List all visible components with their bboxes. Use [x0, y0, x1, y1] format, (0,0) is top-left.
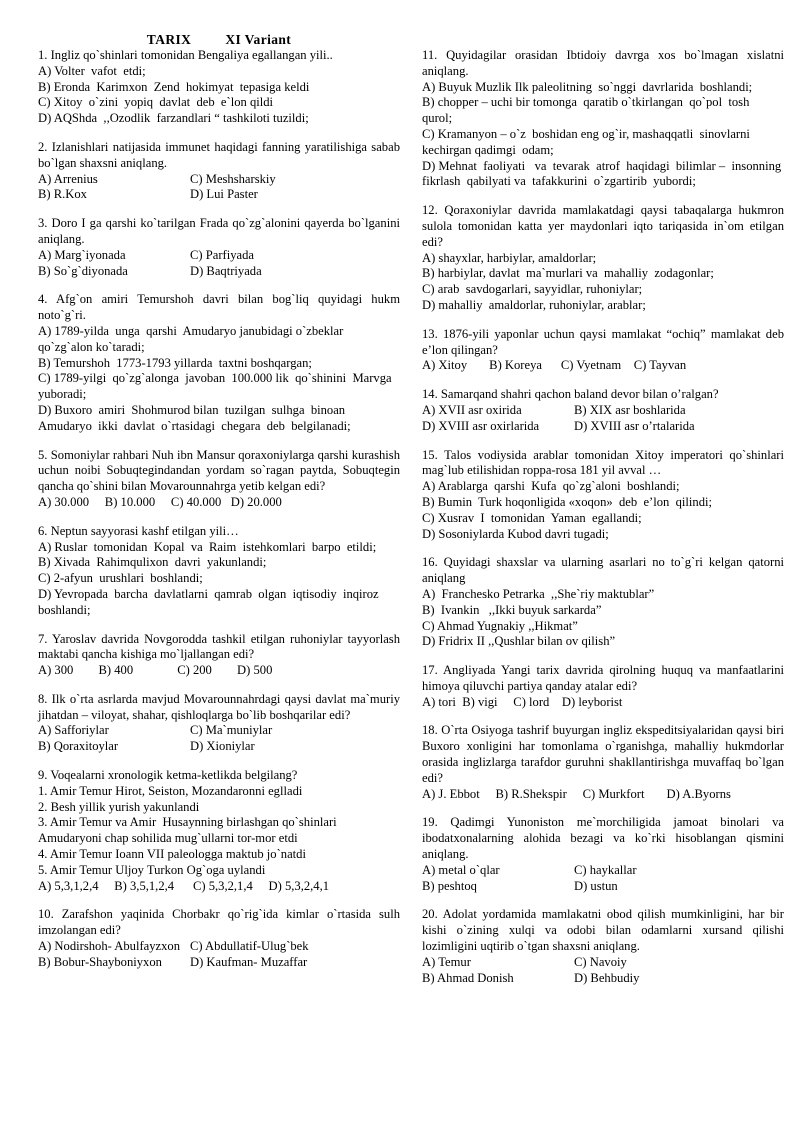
- question-stem: 10. Zarafshon yaqinida Chorbakr qo`rig`ida kimlar o`rtasida sulh imzolangan edi?: [38, 907, 400, 938]
- answer-option[interactable]: C) haykallar: [574, 862, 637, 877]
- answer-option[interactable]: A) XVII asr oxirida: [422, 402, 522, 417]
- answer-option[interactable]: B) Temurshoh 1773-1793 yillarda taxtni boshqargan;: [38, 355, 312, 370]
- answer-option[interactable]: A) Buyuk Muzlik Ilk paleolitning so`nggi davrlarida boshlandi;: [422, 79, 753, 94]
- question-stem: 20. Adolat yordamida mamlakatni obod qilish mumkinligini, har bir kishi o`zining xulqi va odobi bilan odamlarni xursand qilishi lozimligini uqtirib o`tgan shaxsni aniqlang.: [422, 907, 784, 954]
- answer-option[interactable]: C) arab savdogarlari, sayyidlar, ruhoniylar;: [422, 282, 643, 297]
- answer-option[interactable]: B) Ivankin ,,Ikki buyuk sarkarda”: [422, 602, 602, 617]
- question-block: [38, 216, 400, 279]
- question-stem: 5. Somoniylar rahbari Nuh ibn Mansur qoraxoniylarga qarshi kurashish uchun noibi Sobuqtegindandan yordam so`ragan paytda, Sobuqtegin qancha qo`shini bilan Movarounnahrga yetib kelgan edi?: [38, 447, 400, 494]
- answer-option[interactable]: C) Xusrav I tomonidan Yaman egallandi;: [422, 510, 642, 525]
- answer-option-row: [38, 955, 400, 971]
- question-stem: 14. Samarqand shahri qachon baland devor bilan o’ralgan?: [422, 387, 719, 402]
- question-block: [38, 448, 400, 511]
- answer-option[interactable]: D) Yevropada barcha davlatlarni qamrab olgan iqtisodiy inqiroz boshlandi;: [38, 586, 385, 617]
- question-stem: 12. Qoraxoniylar davrida mamlakatdagi qaysi tabaqalarga hukmron sulola tomonidan katta yer maydonlari iqto tariqasida in`om etilgan edi?: [422, 203, 784, 249]
- answer-option[interactable]: D) Lui Paster: [190, 187, 258, 202]
- question-block: [422, 48, 784, 190]
- answer-option[interactable]: C) Xitoy o`zini yopiq davlat deb e`lon qildi: [38, 95, 274, 110]
- answer-option[interactable]: B) Bobur-Shayboniyxon: [38, 954, 162, 969]
- question-block: [38, 907, 400, 970]
- question-stem: 9. Voqealarni xronologik ketma-ketlikda belgilang?: [38, 768, 298, 783]
- answer-option-row: [422, 971, 784, 987]
- answer-option[interactable]: C) Navoiy: [574, 954, 627, 969]
- question-stem: 6. Neptun sayyorasi kashf etilgan yili…: [38, 523, 239, 538]
- answer-option[interactable]: B) Ahmad Donish: [422, 970, 514, 985]
- title-variant: XI Variant: [225, 32, 292, 47]
- answer-option-inline[interactable]: A) 5,3,1,2,4 B) 3,5,1,2,4 C) 5,3,2,1,4 D) 5,3,2,4,1: [38, 878, 330, 893]
- answer-option[interactable]: A) Arrenius: [38, 171, 98, 186]
- answer-option-inline[interactable]: A) tori B) vigi C) lord D) leyborist: [422, 694, 623, 709]
- answer-option[interactable]: D) Buxoro amiri Shohmurod bilan tuzilgan sulhga binoan Amudaryo ikki davlat o`rtasidagi chegara deb belgilanadi;: [38, 402, 351, 433]
- question-stem: 15. Talos vodiysida arablar tomonidan Xitoy imperatori qo`shinlari mag`lub etilishidan roppa-rosa 181 yil avval …: [422, 447, 784, 478]
- answer-option-row: [422, 403, 784, 419]
- title-subject: TARIX: [146, 32, 192, 47]
- answer-option[interactable]: D) Xioniylar: [190, 739, 255, 754]
- answer-option[interactable]: C) Abdullatif-Ulug`bek: [190, 939, 309, 954]
- question-block: [422, 387, 784, 434]
- answer-option[interactable]: B) R.Kox: [38, 187, 87, 202]
- question-stem: 19. Qadimgi Yunoniston me`morchiligida jamoat binolari va ibodatxonalarning alohida bezagi va ko`rki hisoblangan qismini aniqlang.: [422, 815, 784, 862]
- question-block: [422, 663, 784, 710]
- answer-option[interactable]: 5. Amir Temur Uljoy Turkon Og`oga uylandi: [38, 862, 266, 877]
- question-block: [38, 48, 400, 127]
- answer-option[interactable]: D) Mehnat faoliyati va tevarak atrof haqidagi bilimlar – insonning fikrlash qabilyati va tafakkurini o`zgartirib yubordi;: [422, 158, 785, 189]
- answer-option[interactable]: C) Ma`muniylar: [190, 723, 273, 738]
- answer-option[interactable]: B) Qoraxitoylar: [38, 739, 119, 754]
- right-column: [422, 48, 784, 999]
- answer-option-row: [38, 723, 400, 739]
- answer-option[interactable]: A) Volter vafot etdi;: [38, 63, 146, 78]
- answer-option[interactable]: B) Eronda Karimxon Zend hokimyat tepasiga keldi: [38, 79, 310, 94]
- answer-option-inline[interactable]: A) 30.000 B) 10.000 C) 40.000 D) 20.000: [38, 494, 282, 509]
- answer-option-row: [38, 172, 400, 188]
- question-block: [38, 692, 400, 755]
- answer-option[interactable]: D) mahalliy amaldorlar, ruhoniylar, arablar;: [422, 297, 646, 312]
- page-title: [38, 32, 400, 48]
- answer-option-row: [38, 248, 400, 264]
- question-block: [422, 555, 784, 650]
- answer-option[interactable]: A) Franchesko Petrarka ,,She`riy maktublar”: [422, 586, 655, 601]
- question-stem: 2. Izlanishlari natijasida immunet haqidagi fanning yaratilishiga sabab bo`lgan shaxsni aniqlang.: [38, 139, 400, 170]
- question-block: [38, 632, 400, 679]
- question-stem: 16. Quyidagi shaxslar va ularning asarlari no to`g`ri kelgan qatorni aniqlang: [422, 555, 784, 586]
- left-column: [38, 48, 400, 999]
- answer-option-row: [422, 419, 784, 435]
- question-stem: 18. O`rta Osiyoga tashrif buyurgan ingliz ekspeditsiyalaridan qaysi biri Buxoro xonligini har tomonlama o`rganishga, mahalliy hukmdorlar orasida inglizlarga tarafdor guruhni shakllantirishga muvaffaq bo`lgan edi?: [422, 723, 784, 785]
- question-stem: 1. Ingliz qo`shinlari tomonidan Bengaliya egallangan yili..: [38, 48, 333, 62]
- answer-option[interactable]: D) ustun: [574, 878, 618, 893]
- answer-option[interactable]: D) XVIII asr o’rtalarida: [574, 418, 695, 433]
- answer-option[interactable]: A) Marg`iyonada: [38, 247, 126, 262]
- question-block: [422, 815, 784, 894]
- question-block: [38, 292, 400, 434]
- answer-option[interactable]: A) Safforiylar: [38, 723, 109, 738]
- answer-option[interactable]: C) Meshsharskiy: [190, 171, 276, 186]
- question-block: [38, 768, 400, 894]
- answer-option-row: [38, 264, 400, 280]
- answer-option[interactable]: C) Ahmad Yugnakiy ,,Hikmat”: [422, 618, 578, 633]
- question-block: [422, 448, 784, 543]
- answer-option[interactable]: C) 2-afyun urushlari boshlandi;: [38, 571, 203, 586]
- answer-option[interactable]: B) XIX asr boshlarida: [574, 402, 686, 417]
- answer-option-inline[interactable]: A) Xitoy B) Koreya C) Vyetnam C) Tayvan: [422, 358, 687, 373]
- answer-option[interactable]: B) harbiylar, davlat ma`murlari va mahalliy zodagonlar;: [422, 266, 714, 281]
- answer-option[interactable]: B) Xivada Rahimqulixon davri yakunlandi;: [38, 555, 267, 570]
- question-block: [422, 327, 784, 374]
- answer-option[interactable]: 3. Amir Temur va Amir Husaynning birlashgan qo`shinlari Amudaryoni chap sohilida mug`ullarni tor-mor etdi: [38, 815, 343, 846]
- answer-option[interactable]: D) XVIII asr oxirlarida: [422, 418, 540, 433]
- answer-option[interactable]: C) Kramanyon – o`z boshidan eng og`ir, mashaqqatli sinovlarni kechirgan qadimgi odam;: [422, 126, 757, 157]
- answer-option[interactable]: B) chopper – uchi bir tomonga qaratib o`tkirlangan qo`pol tosh qurol;: [422, 95, 756, 126]
- question-block: [422, 203, 784, 314]
- answer-option-row: [38, 739, 400, 755]
- answer-option[interactable]: B) peshtoq: [422, 878, 477, 893]
- answer-option-row: [422, 955, 784, 971]
- answer-option[interactable]: D) AQShda ,,Ozodlik farzandlari “ tashkiloti tuzildi;: [38, 111, 309, 126]
- question-stem: 3. Doro I ga qarshi ko`tarilgan Frada qo`zg`alonini qayerda bo`lganini aniqlang.: [38, 216, 400, 246]
- answer-option[interactable]: 4. Amir Temur Ioann VII paleologga maktub jo`natdi: [38, 847, 306, 862]
- answer-option-row: [38, 187, 400, 203]
- answer-option[interactable]: D) Sosoniylarda Kubod davri tugadi;: [422, 526, 609, 541]
- answer-option[interactable]: C) 1789-yilgi qo`zg`alonga javoban 100.000 lik qo`shinini Marvga yuboradi;: [38, 371, 398, 402]
- answer-option[interactable]: A) metal o`qlar: [422, 862, 500, 877]
- question-stem: 13. 1876-yili yaponlar uchun qaysi mamlakat “ochiq” mamlakat deb e’lon qilingan?: [422, 326, 784, 357]
- question-stem: 4. Afg`on amiri Temurshoh davri bilan bog`liq quyidagi hukm noto`g`ri.: [38, 292, 400, 323]
- answer-option[interactable]: A) 1789-yilda unga qarshi Amudaryo janubidagi o`zbeklar qo`zg`alon ko`taradi;: [38, 323, 350, 354]
- answer-option[interactable]: C) Parfiyada: [190, 247, 254, 262]
- answer-option[interactable]: D) Baqtriyada: [190, 263, 262, 278]
- answer-option[interactable]: 1. Amir Temur Hirot, Seiston, Mozandaronni eglladi: [38, 783, 303, 798]
- answer-option-inline[interactable]: A) J. Ebbot B) R.Shekspir C) Murkfort D) A.Byorns: [422, 786, 731, 801]
- question-stem: 17. Angliyada Yangi tarix davrida qirolning huquq va manfaatlarini himoya qiluvchi partiya qanday atalar edi?: [422, 663, 784, 693]
- question-block: [422, 723, 784, 802]
- answer-option[interactable]: A) Nodirshoh- Abulfayzxon: [38, 939, 181, 954]
- answer-option-row: [422, 863, 784, 879]
- answer-option[interactable]: A) Arablarga qarshi Kufa qo`zg`aloni boshlandi;: [422, 479, 680, 494]
- answer-option[interactable]: A) Temur: [422, 954, 471, 969]
- question-block: [38, 524, 400, 619]
- question-block: [422, 907, 784, 986]
- answer-option[interactable]: 2. Besh yillik yurish yakunlandi: [38, 799, 200, 814]
- two-column-body: [38, 48, 785, 999]
- answer-option[interactable]: A) shayxlar, harbiylar, amaldorlar;: [422, 250, 597, 265]
- answer-option[interactable]: D) Kaufman- Muzaffar: [190, 954, 308, 969]
- question-stem: 8. Ilk o`rta asrlarda mavjud Movarounnahrdagi qaysi davlat ma`muriy jihatdan – viloyat, shahar, qishloqlarga bo`lib boshqarilar edi?: [38, 691, 400, 722]
- answer-option[interactable]: B) Bumin Turk hoqonligida «xoqon» deb e’lon qilindi;: [422, 494, 713, 509]
- answer-option[interactable]: A) Ruslar tomonidan Kopal va Raim istehkomlari barpo etildi;: [38, 539, 377, 554]
- question-stem: 7. Yaroslav davrida Novgorodda tashkil etilgan ruhoniylar tayyorlash maktabi qancha kishiga mo`ljallangan edi?: [38, 631, 400, 662]
- answer-option[interactable]: D) Behbudiy: [574, 970, 640, 985]
- answer-option-row: [422, 879, 784, 895]
- answer-option[interactable]: D) Fridrix II ,,Qushlar bilan ov qilish”: [422, 634, 616, 649]
- answer-option[interactable]: B) So`g`diyonada: [38, 263, 128, 278]
- answer-option-inline[interactable]: A) 300 B) 400 C) 200 D) 500: [38, 663, 273, 678]
- question-stem: 11. Quyidagilar orasidan Ibtidoiy davrga xos bo`lmagan xislatni aniqlang.: [422, 48, 784, 78]
- answer-option-row: [38, 939, 400, 955]
- question-block: [38, 140, 400, 203]
